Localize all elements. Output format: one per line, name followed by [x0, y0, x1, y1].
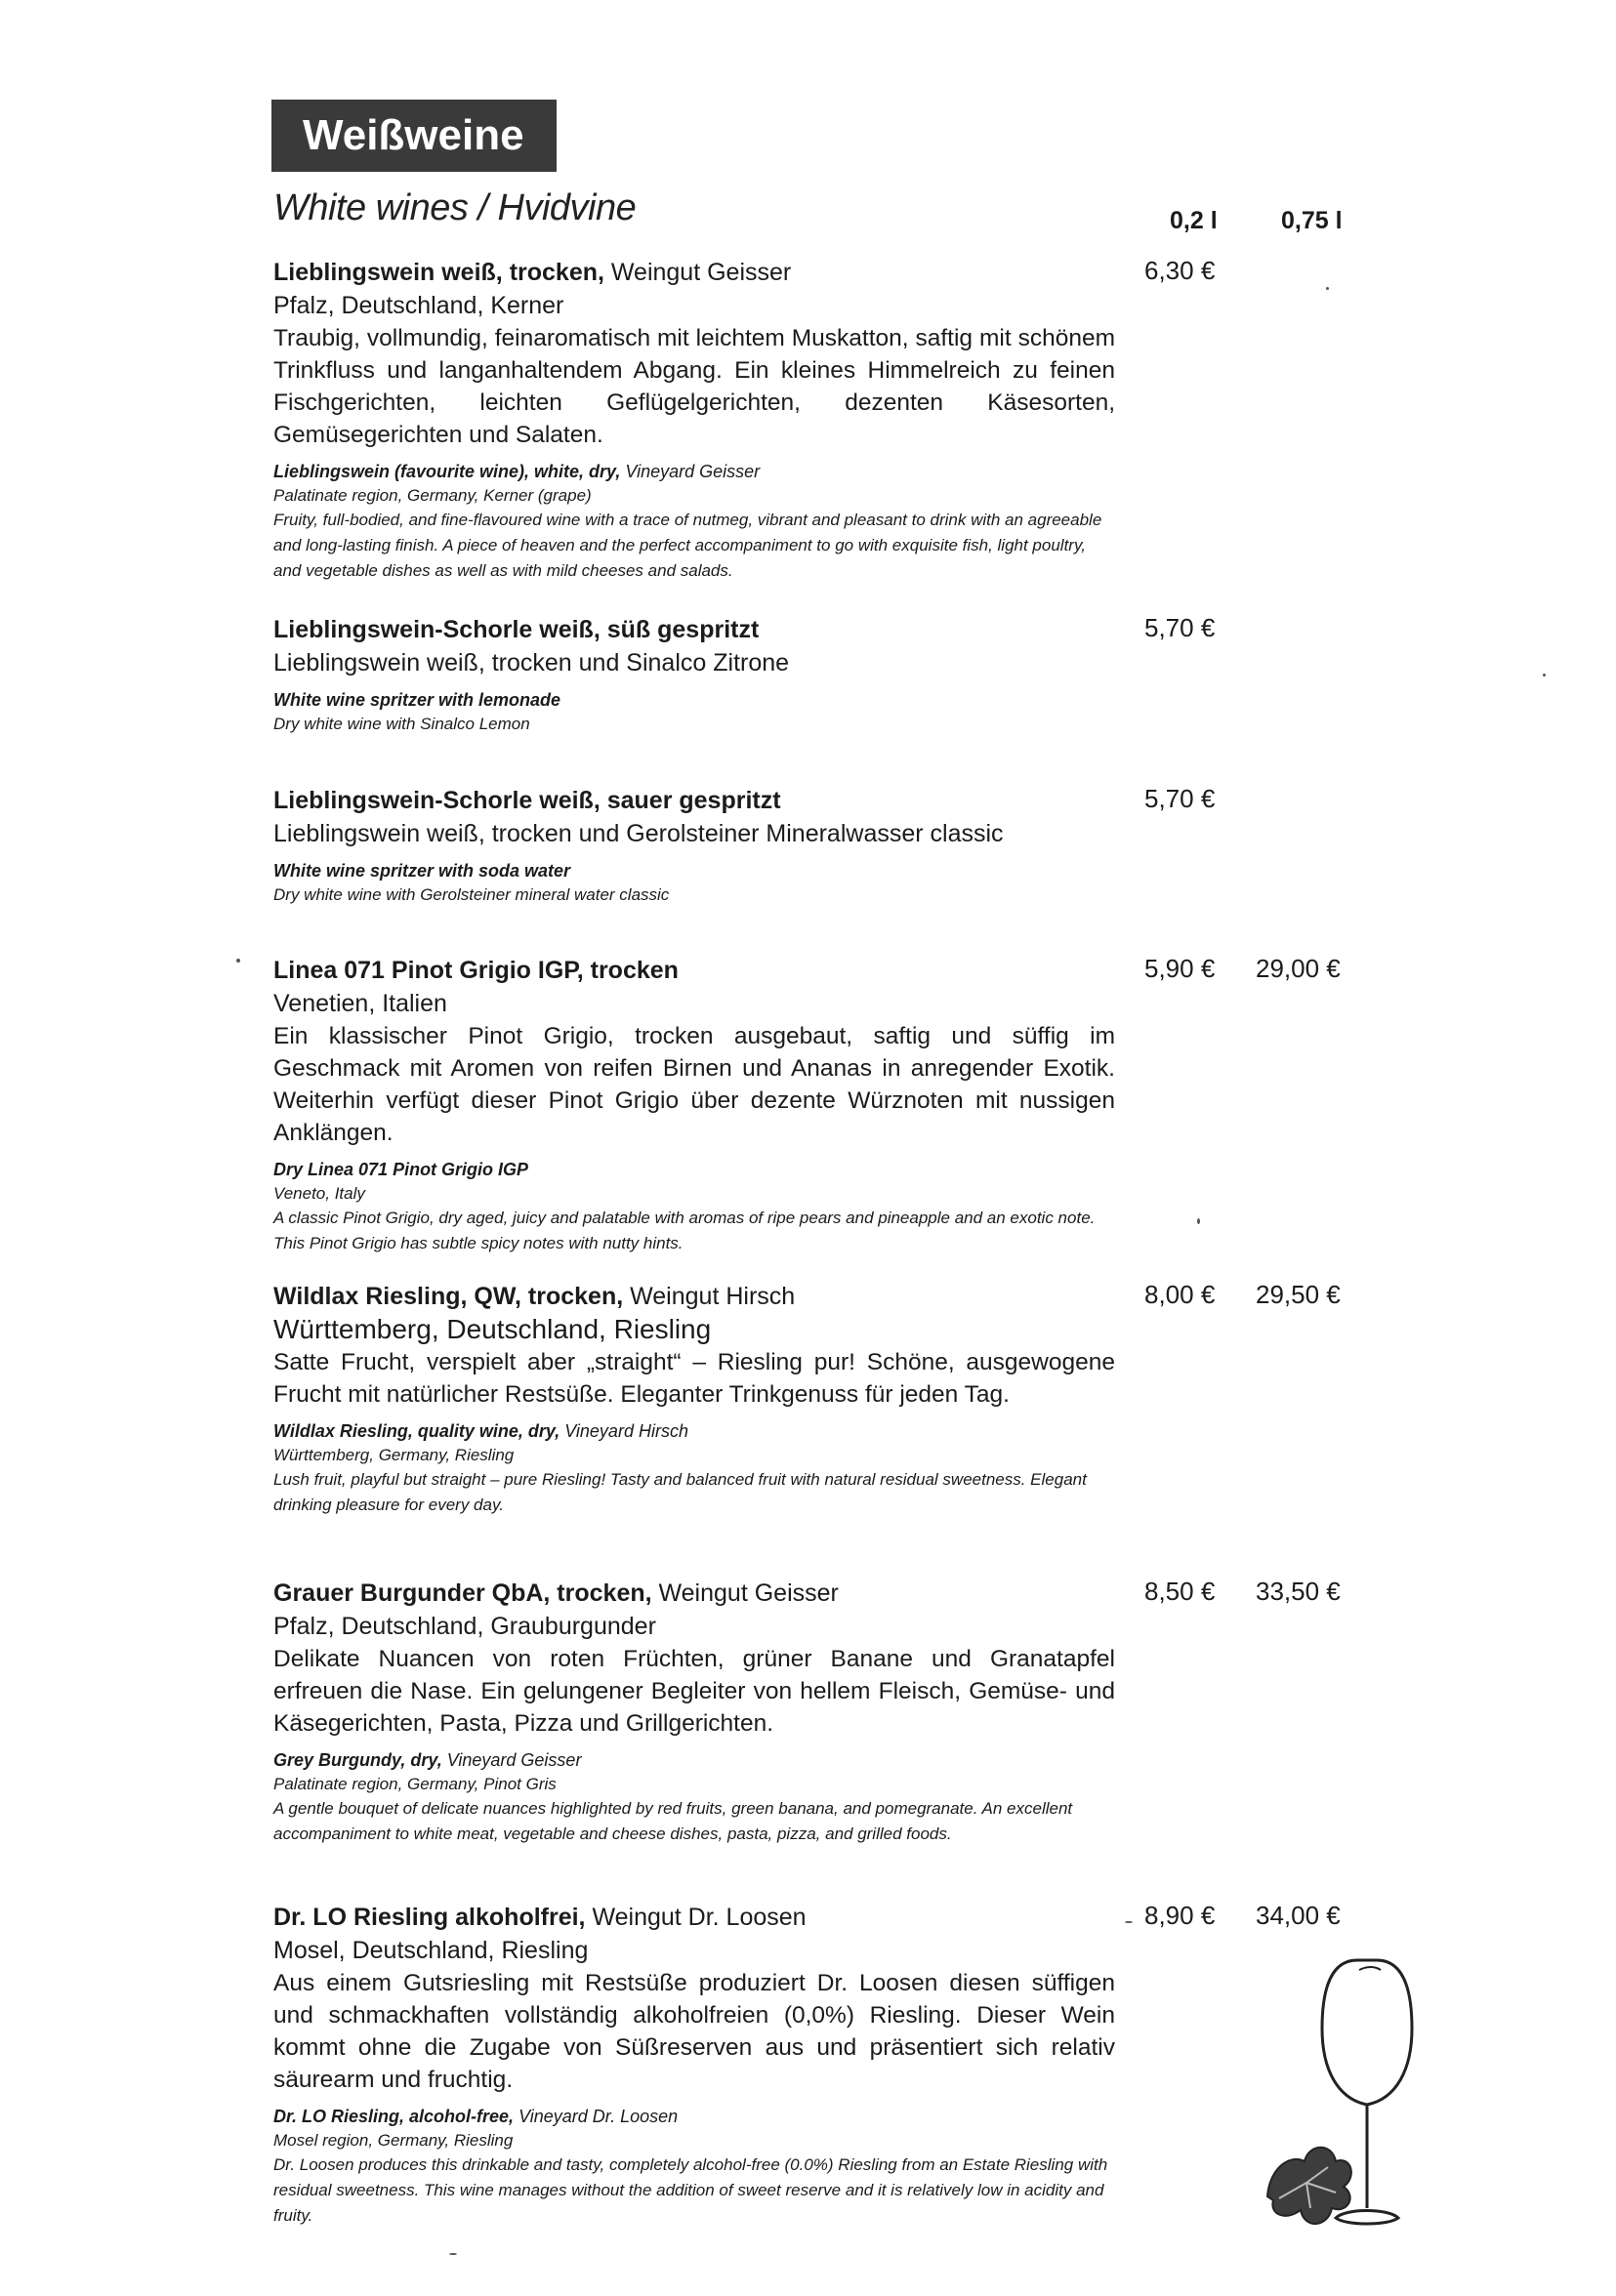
price-small-glass: 5,70 €: [1144, 784, 1216, 813]
wine-item: [273, 1577, 1387, 1847]
column-header-large: 0,75 l: [1281, 207, 1343, 234]
wine-name-english: White wine spritzer with lemonade: [273, 690, 561, 710]
wine-description-english: Fruity, full-bodied, and fine-flavoured wine with a trace of nutmeg, vibrant and pleasant to drink with an agreeable and long-lasting finish. A piece of heaven and the perfect accompaniment to go with exquisite fish, light poultry, and vegetable dishes as well as with mild cheeses and salads.: [273, 511, 1102, 580]
price-bottle: 34,00 €: [1256, 1901, 1341, 1930]
wine-name: Dr. LO Riesling alkoholfrei, Weingut Dr. Loosen: [273, 1904, 807, 1931]
wine-origin-english: Württemberg, Germany, Riesling: [273, 1446, 515, 1464]
wine-item: [273, 954, 1387, 1256]
wine-description: Traubig, vollmundig, feinaromatisch mit leichtem Muskatton, saftig mit schönem Trinkfluss und langanhaltendem Abgang. Ein kleines Himmelreich zu feinen Fischgerichten, leichten Geflügelgerichten, dezenten Käsesorten, Gemüsegerichten und Salaten.: [273, 325, 1115, 448]
scan-speck: [1543, 674, 1546, 676]
wine-name-english: White wine spritzer with soda water: [273, 861, 571, 881]
scan-speck: [1326, 287, 1329, 290]
wine-description-english: A gentle bouquet of delicate nuances highlighted by red fruits, green banana, and pomegranate. An excellent accompaniment to white meat, vegetable and cheese dishes, pasta, pizza, and grilled foods.: [273, 1799, 1073, 1843]
wine-name: Lieblingswein weiß, trocken, Weingut Geisser: [273, 259, 792, 286]
wine-origin: Württemberg, Deutschland, Riesling: [273, 1314, 712, 1344]
price-bottle: 29,50 €: [1256, 1280, 1341, 1309]
wine-item: [273, 784, 1387, 907]
wine-item: [273, 613, 1387, 736]
vine-leaf-icon: [1267, 2148, 1351, 2224]
wine-name: Wildlax Riesling, QW, trocken, Weingut Hirsch: [273, 1283, 796, 1310]
wine-item: [273, 1901, 1387, 2229]
wine-name-english: Wildlax Riesling, quality wine, dry, Vineyard Hirsch: [273, 1421, 688, 1441]
wine-description-english: A classic Pinot Grigio, dry aged, juicy and palatable with aromas of ripe pears and pineapple and an exotic note. This Pinot Grigio has subtle spicy notes with nutty hints.: [273, 1209, 1096, 1252]
wine-description: Delikate Nuancen von roten Früchten, grüner Banane und Granatapfel erfreuen die Nase. Ein gelungener Begleiter von hellem Fleisch, Gemüse- und Käsegerichten, Pasta, Pizza und Grillgerichten.: [273, 1646, 1115, 1737]
wine-origin-english: Dry white wine with Gerolsteiner mineral water classic: [273, 885, 670, 904]
wine-origin: Lieblingswein weiß, trocken und Gerolsteiner Mineralwasser classic: [273, 820, 1004, 847]
wine-glass-icon: [1260, 1952, 1426, 2245]
wine-origin-english: Veneto, Italy: [273, 1184, 365, 1203]
price-small-glass: 8,50 €: [1144, 1577, 1216, 1606]
price-bottle: 29,00 €: [1256, 954, 1341, 983]
wine-description: Ein klassischer Pinot Grigio, trocken ausgebaut, saftig und süffig im Geschmack mit Aromen von reifen Birnen und Ananas in anregender Exotik. Weiterhin verfügt dieser Pinot Grigio über dezente Würznoten mit nussigen Anklängen.: [273, 1023, 1115, 1146]
wine-description: Satte Frucht, verspielt aber „straight“ – Riesling pur! Schöne, ausgewogene Frucht mit natürlicher Restsüße. Eleganter Trinkgenuss für jeden Tag.: [273, 1349, 1115, 1408]
section-subtitle: White wines / Hvidvine: [273, 187, 637, 228]
price-small-glass: 8,00 €: [1144, 1280, 1216, 1309]
wine-name-english: Lieblingswein (favourite wine), white, dry, Vineyard Geisser: [273, 462, 761, 481]
scan-speck: [449, 2253, 457, 2255]
scan-speck: [236, 959, 240, 963]
column-header-small: 0,2 l: [1170, 207, 1218, 234]
price-small-glass: 5,70 €: [1144, 613, 1216, 642]
wine-name: Lieblingswein-Schorle weiß, sauer gespritzt: [273, 787, 781, 814]
price-bottle: 33,50 €: [1256, 1577, 1341, 1606]
wine-origin-english: Palatinate region, Germany, Pinot Gris: [273, 1775, 557, 1793]
wine-origin: Pfalz, Deutschland, Kerner: [273, 292, 564, 319]
scan-speck: [1125, 1921, 1133, 1923]
wine-name-english: Dr. LO Riesling, alcohol-free, Vineyard Dr. Loosen: [273, 2107, 679, 2126]
wine-origin: Lieblingswein weiß, trocken und Sinalco Zitrone: [273, 649, 790, 676]
price-small-glass: 5,90 €: [1144, 954, 1216, 983]
wine-description-english: Dr. Loosen produces this drinkable and tasty, completely alcohol-free (0.0%) Riesling from an Estate Riesling with residual sweetness. This wine manages without the addition of sweet reserve and it is relatively low in acidity and fruity.: [273, 2155, 1108, 2225]
wine-name-english: Dry Linea 071 Pinot Grigio IGP: [273, 1160, 529, 1179]
wine-name: Grauer Burgunder QbA, trocken, Weingut Geisser: [273, 1579, 839, 1607]
wine-description-english: Lush fruit, playful but straight – pure Riesling! Tasty and balanced fruit with natural residual sweetness. Elegant drinking pleasure for every day.: [273, 1470, 1087, 1514]
wine-origin: Pfalz, Deutschland, Grauburgunder: [273, 1613, 656, 1640]
wine-name: Lieblingswein-Schorle weiß, süß gespritzt: [273, 616, 760, 643]
wine-item: [273, 256, 1387, 584]
price-small-glass: 8,90 €: [1144, 1901, 1216, 1930]
wine-origin-english: Palatinate region, Germany, Kerner (grape): [273, 486, 592, 505]
wine-origin-english: Mosel region, Germany, Riesling: [273, 2131, 514, 2150]
wine-description: Aus einem Gutsriesling mit Restsüße produziert Dr. Loosen diesen süffigen und schmackhaften vollständig alkoholfreien (0,0%) Riesling. Dieser Wein kommt ohne die Zugabe von Süßreserven aus und präsentiert sich relativ säurearm und fruchtig.: [273, 1970, 1115, 2093]
price-small-glass: 6,30 €: [1144, 256, 1216, 285]
wine-name-english: Grey Burgundy, dry, Vineyard Geisser: [273, 1750, 582, 1770]
scan-speck: [1197, 1218, 1200, 1224]
wine-item: [273, 1280, 1387, 1518]
section-title-banner: Weißweine: [271, 100, 557, 172]
wine-origin: Mosel, Deutschland, Riesling: [273, 1937, 589, 1964]
wine-origin: Venetien, Italien: [273, 990, 447, 1017]
wine-origin-english: Dry white wine with Sinalco Lemon: [273, 715, 530, 733]
wine-name: Linea 071 Pinot Grigio IGP, trocken: [273, 957, 679, 984]
